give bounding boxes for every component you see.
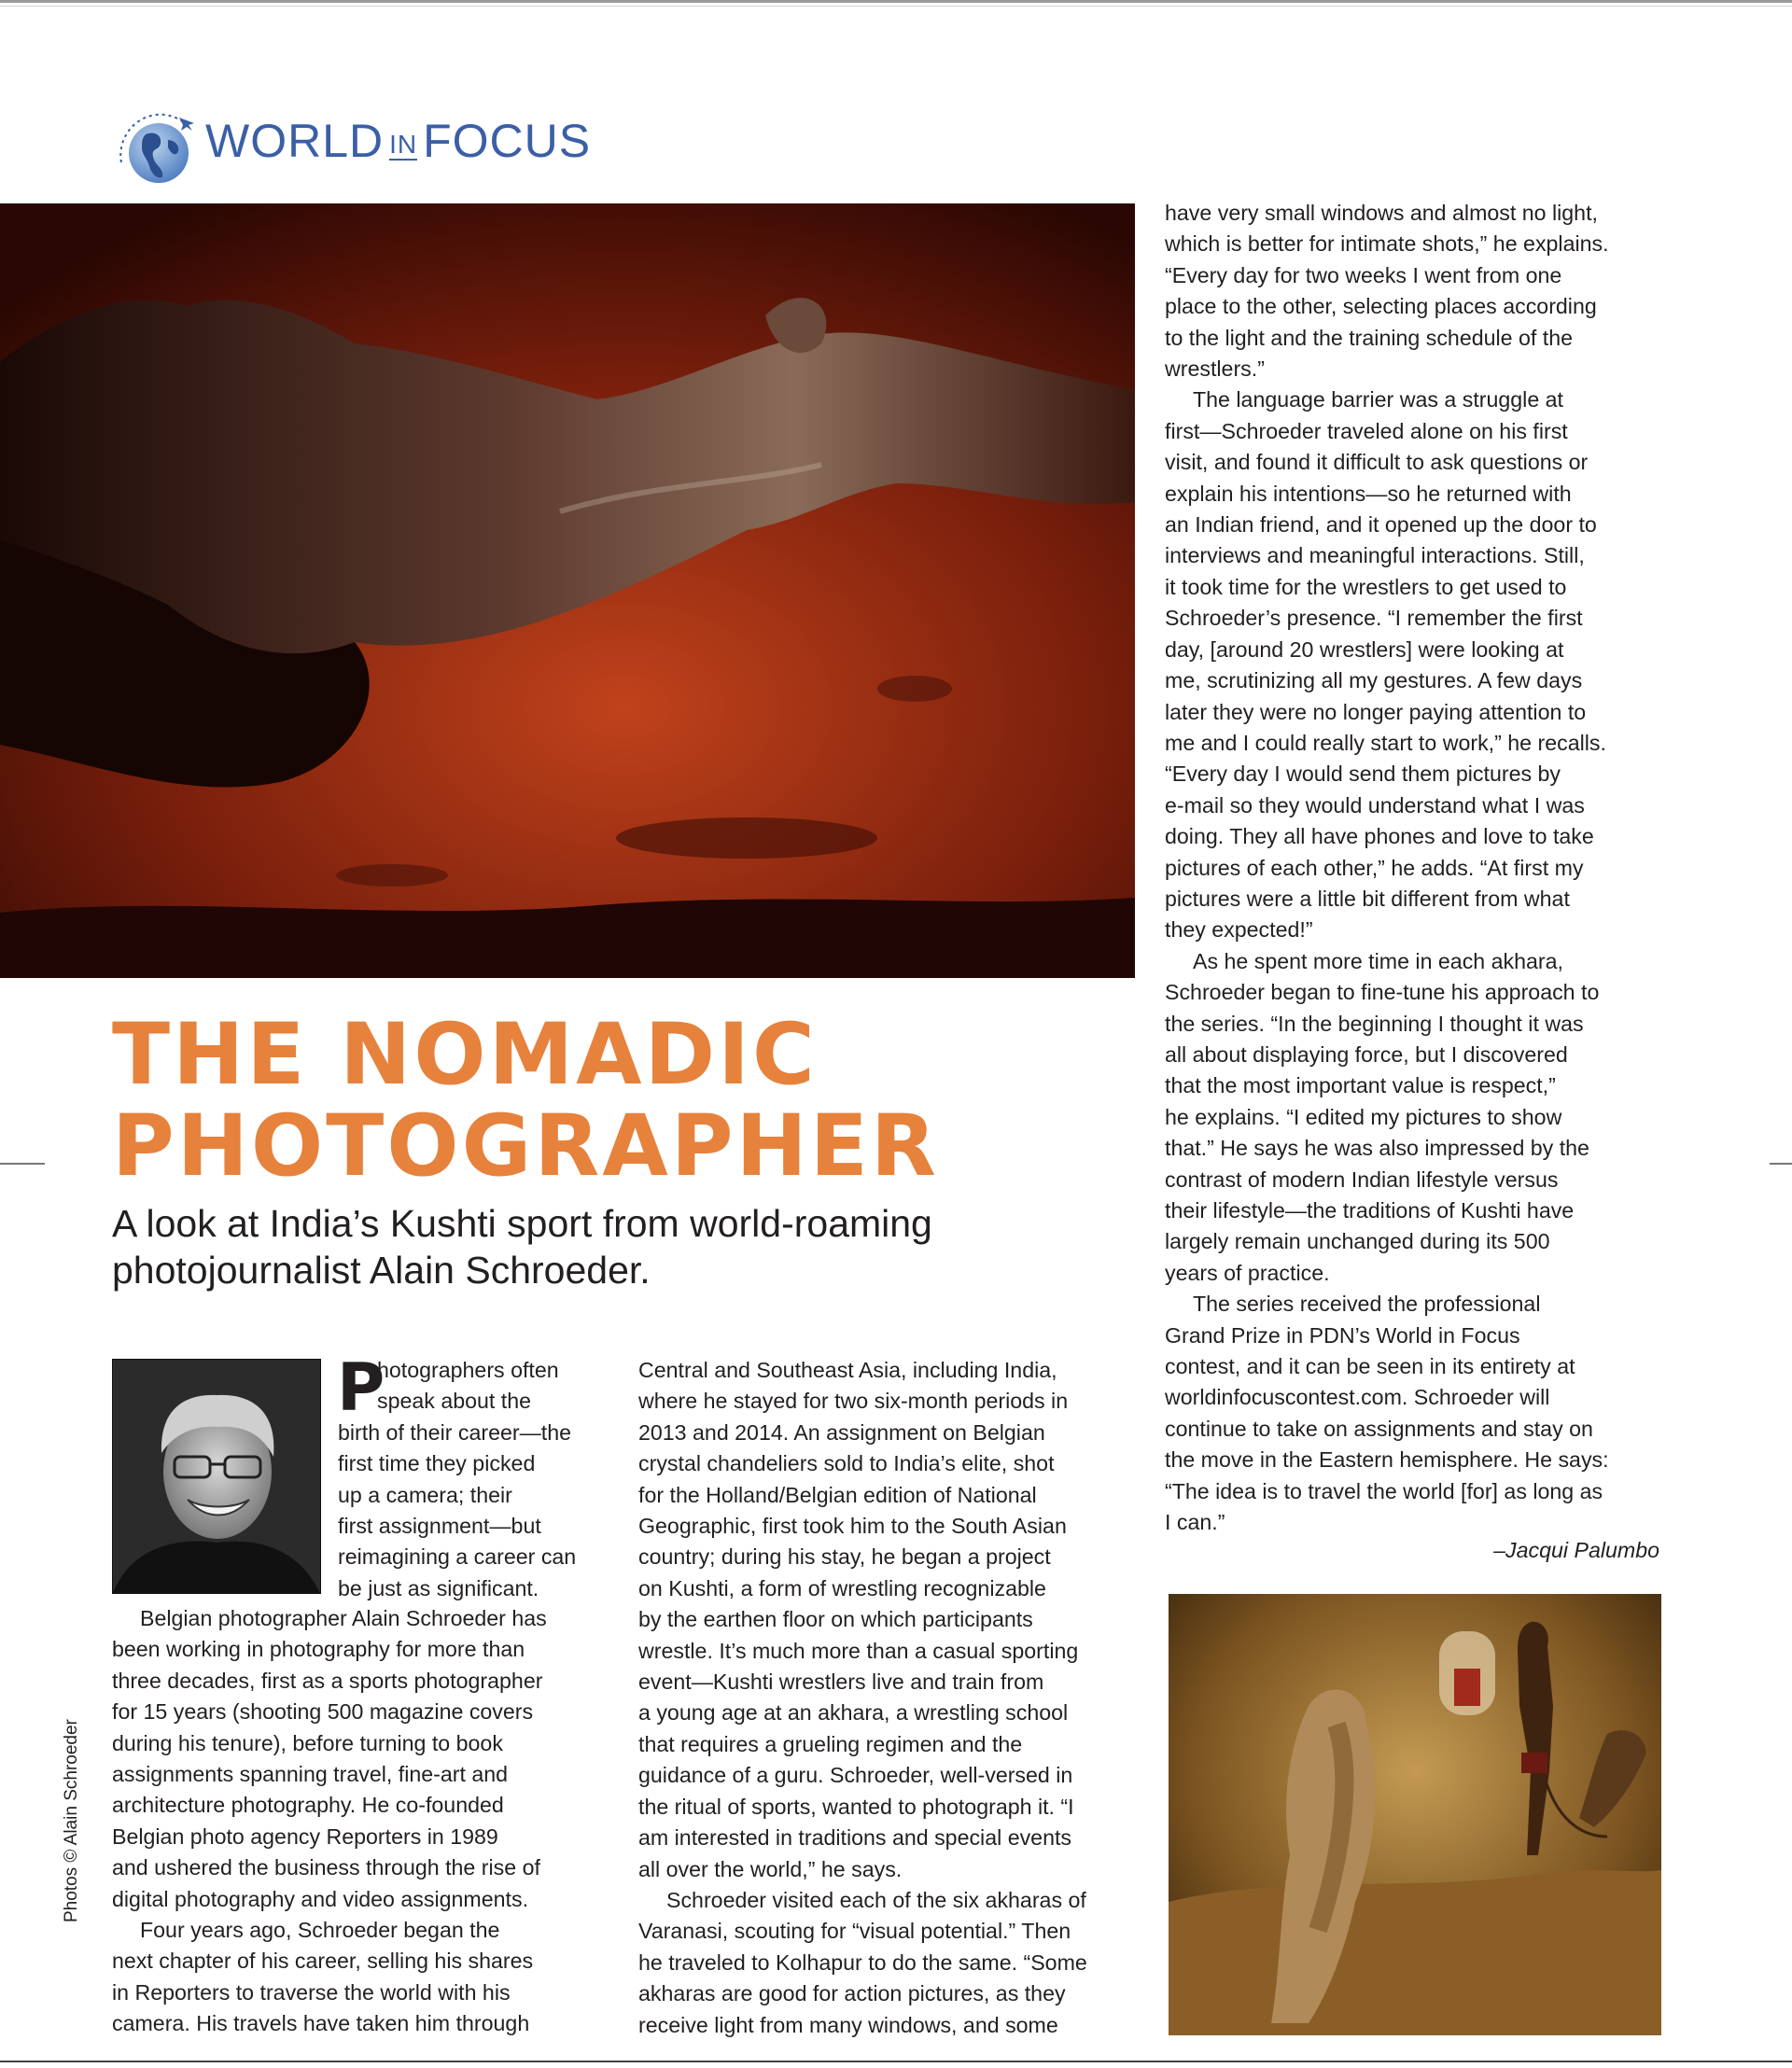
column-2-body <box>638 1355 1142 2041</box>
text-line: for the Holland/Belgian edition of National <box>638 1482 1037 1507</box>
photo-credit: Photos © Alain Schroeder <box>62 1719 81 1922</box>
masthead-brand <box>205 114 591 168</box>
text-line: and ushered the business through the rise of <box>112 1855 540 1880</box>
text-line: As he spent more time in each akhara, <box>1193 948 1563 973</box>
text-line: contest, and it can be seen in its entirety at <box>1165 1354 1575 1379</box>
crop-mark-left <box>0 1163 45 1165</box>
text-line: Central and Southeast Asia, including India, <box>638 1358 1057 1382</box>
text-line: during his tenure), before turning to book <box>112 1730 503 1755</box>
article-deck <box>112 1200 1045 1293</box>
text-line: largely remain unchanged during its 500 <box>1165 1229 1550 1254</box>
text-line: by the earthen floor on which participants <box>638 1607 1033 1632</box>
globe-airplane-icon <box>114 106 200 192</box>
author-signature: –Jacqui Palumbo <box>1493 1538 1659 1562</box>
brand-focus: FOCUS <box>423 115 592 167</box>
text-line: explain his intentions—so he returned with <box>1165 481 1572 506</box>
text-line: visit, and found it difficult to ask questions or <box>1165 450 1589 475</box>
text-line: hotographers often <box>377 1358 559 1382</box>
text-line: digital photography and video assignments. <box>112 1886 529 1911</box>
text-line: been working in photography for more than <box>112 1637 525 1662</box>
text-line: be just as significant. <box>338 1575 539 1600</box>
text-line: am interested in traditions and special events <box>638 1825 1072 1851</box>
text-line: to the light and the training schedule of the <box>1165 325 1574 350</box>
text-line: doing. They all have phones and love to take <box>1165 824 1594 849</box>
text-line: wrestlers.” <box>1165 356 1265 382</box>
text-line: e-mail so they would understand what I was <box>1165 792 1585 817</box>
text-line: “Every day for two weeks I went from one <box>1165 262 1562 287</box>
text-line: up a camera; their <box>338 1482 512 1507</box>
text-line: he traveled to Kolhapur to do the same. “Some <box>638 1949 1087 1975</box>
text-line: which is better for intimate shots,” he explains. <box>1165 231 1609 257</box>
text-line: later they were no longer paying attention to <box>1165 699 1587 724</box>
text-line: birth of their career—the <box>338 1419 572 1445</box>
text-line: country; during his stay, he began a project <box>638 1544 1051 1570</box>
text-line: architecture photography. He co-founded <box>112 1793 504 1818</box>
brand-world: WORLD <box>205 115 385 167</box>
text-line: it took time for the wrestlers to get used to <box>1165 574 1567 599</box>
text-line: contrast of modern Indian lifestyle versus <box>1165 1167 1559 1192</box>
text-line: 2013 and 2014. An assignment on Belgian <box>638 1419 1045 1445</box>
text-line: first—Schroeder traveled alone on his first <box>1165 418 1568 443</box>
bottom-rule <box>0 2061 1792 2062</box>
column-1-intro-rest <box>337 1349 618 1604</box>
text-line: Geographic, first took him to the South Asian <box>638 1514 1067 1539</box>
text-line: that the most important value is respect,” <box>1165 1073 1556 1098</box>
portrait-art <box>113 1360 320 1593</box>
text-line: camera. His travels have taken him through <box>112 2011 530 2036</box>
crop-mark-right <box>1770 1163 1792 1165</box>
text-line: all about displaying force, but I discovered <box>1165 1041 1568 1067</box>
text-line: me and I could really start to work,” he recalls. <box>1165 730 1606 755</box>
text-line: crystal chandeliers sold to India’s elite, shot <box>638 1451 1055 1476</box>
text-line: wrestle. It’s much more than a casual sporting <box>638 1638 1079 1663</box>
text-line: The language barrier was a struggle at <box>1193 387 1563 412</box>
text-line: “The idea is to travel the world [for] as long as <box>1165 1478 1603 1503</box>
text-line: Schroeder began to fine-tune his approach to <box>1165 980 1600 1005</box>
text-line: speak about the <box>377 1389 532 1414</box>
column-1-body <box>112 1603 607 2040</box>
text-line: the move in the Eastern hemisphere. He says: <box>1165 1447 1609 1473</box>
text-line: all over the world,” he says. <box>638 1856 903 1881</box>
article-title <box>112 1006 1101 1195</box>
text-line: guidance of a guru. Schroeder, well-versed in <box>638 1763 1073 1788</box>
text-line: on Kushti, a form of wrestling recognizable <box>638 1575 1046 1600</box>
text-line: event—Kushti wrestlers live and train from <box>638 1670 1044 1695</box>
hero-photo-art <box>0 203 1135 978</box>
text-line: Varanasi, scouting for “visual potential.” Then <box>638 1919 1071 1944</box>
text-line: for 15 years (shooting 500 magazine covers <box>112 1699 534 1725</box>
text-line: Four years ago, Schroeder began the <box>140 1918 500 1943</box>
text-line: “Every day I would send them pictures by <box>1165 762 1561 787</box>
text-line: Schroeder’s presence. “I remember the first <box>1165 606 1583 631</box>
brand-in: IN <box>389 130 418 159</box>
text-line: assignments spanning travel, fine-art and <box>112 1762 509 1787</box>
text-line: first time they picked <box>338 1451 536 1476</box>
text-line: have very small windows and almost no light, <box>1165 201 1598 225</box>
text-line: next chapter of his career, selling his shares <box>112 1949 534 1974</box>
text-line: first assignment—but <box>338 1514 541 1539</box>
text-line: Schroeder visited each of the six akharas of <box>666 1887 1086 1912</box>
text-line: pictures were a little bit different from what <box>1165 886 1570 911</box>
text-line: that requires a grueling regimen and the <box>638 1731 1023 1756</box>
wrestlers-photo <box>1169 1594 1661 2035</box>
hero-photo <box>0 203 1135 978</box>
author-portrait <box>112 1359 321 1594</box>
text-line: where he stayed for two six-month periods in <box>638 1389 1069 1414</box>
text-line: in Reporters to traverse the world with his <box>112 1979 511 2005</box>
text-line: worldinfocuscontest.com. Schroeder will <box>1165 1385 1550 1410</box>
text-line: Belgian photo agency Reporters in 1989 <box>112 1823 498 1849</box>
text-line: the series. “In the beginning I thought it was <box>1165 1011 1584 1036</box>
text-line: The series received the professional <box>1193 1292 1541 1317</box>
text-line: continue to take on assignments and stay on <box>1165 1416 1593 1441</box>
text-line: three decades, first as a sports photographer <box>112 1668 543 1693</box>
top-rule-thin <box>0 6 1792 7</box>
text-line: he explains. “I edited my pictures to show <box>1165 1104 1562 1129</box>
text-line: years of practice. <box>1165 1260 1330 1285</box>
deck-line-1: A look at India’s Kushti sport from world-roaming <box>112 1202 932 1245</box>
text-line: I can.” <box>1165 1510 1225 1535</box>
text-line: that.” He says he was also impressed by the <box>1165 1136 1589 1161</box>
text-line: receive light from many windows, and some <box>638 2012 1058 2037</box>
wrestlers-photo-art <box>1169 1594 1661 2035</box>
text-line: the ritual of sports, wanted to photograph it. “I <box>638 1794 1074 1819</box>
text-line: day, [around 20 wrestlers] were looking at <box>1165 636 1564 662</box>
text-line: Grand Prize in PDN’s World in Focus <box>1165 1322 1520 1348</box>
text-line: reimagining a career can <box>338 1544 577 1570</box>
text-line: me, scrutinizing all my gestures. A few days <box>1165 668 1583 693</box>
deck-line-2: photojournalist Alain Schroeder. <box>112 1249 651 1292</box>
text-line: interviews and meaningful interactions. Still, <box>1165 543 1585 568</box>
top-rule <box>0 0 1792 3</box>
text-line: a young age at an akhara, a wrestling school <box>638 1700 1069 1726</box>
masthead <box>114 101 637 190</box>
column-3-body <box>1165 198 1687 1538</box>
text-line: pictures of each other,” he adds. “At first my <box>1165 855 1584 880</box>
text-line: their lifestyle—the traditions of Kushti have <box>1165 1198 1575 1223</box>
text-line: place to the other, selecting places according <box>1165 294 1597 319</box>
drop-cap: P <box>337 1349 385 1426</box>
text-line: an Indian friend, and it opened up the door to <box>1165 512 1597 538</box>
title-line-1: THE NOMADIC <box>112 1006 818 1104</box>
title-line-2: PHOTOGRAPHER <box>112 1097 939 1195</box>
text-line: they expected!” <box>1165 917 1313 943</box>
text-line: akharas are good for action pictures, as they <box>638 1981 1066 2006</box>
text-line: Belgian photographer Alain Schroeder has <box>140 1606 547 1630</box>
